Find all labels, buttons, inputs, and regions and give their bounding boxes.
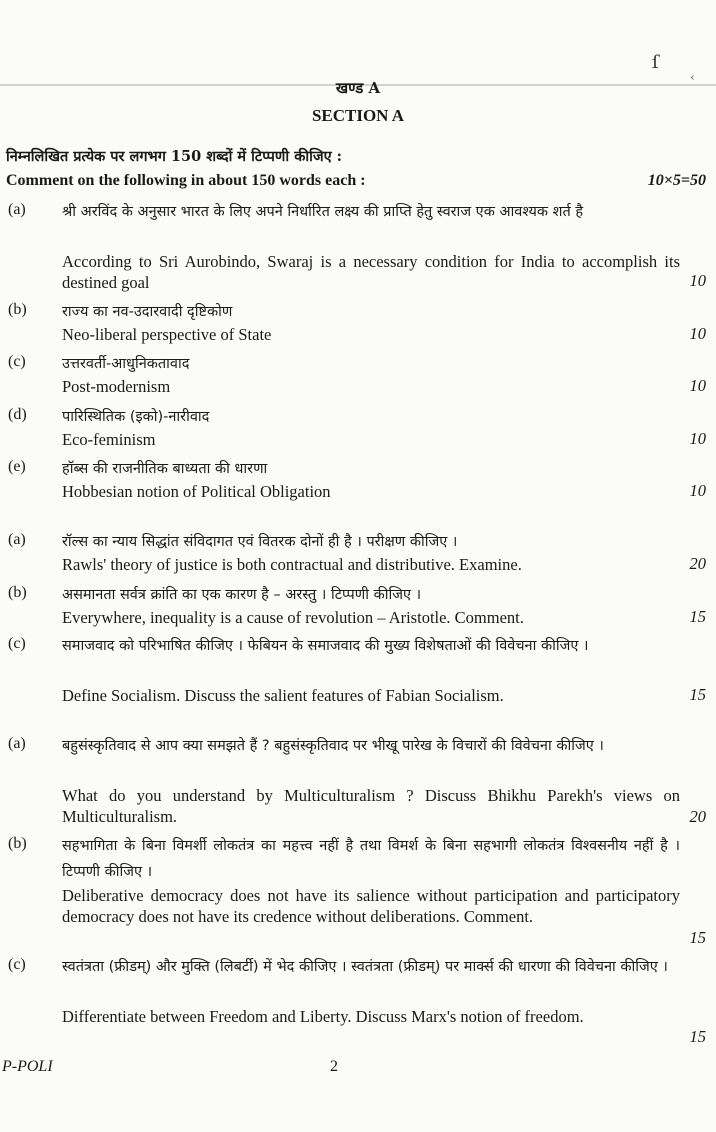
question-label: (d) bbox=[8, 406, 27, 423]
question-text-english: Rawls' theory of justice is both contractual and distributive. Examine. bbox=[62, 555, 522, 574]
question-marks: 10 bbox=[689, 376, 706, 395]
question-marks: 10 bbox=[689, 271, 706, 290]
question-text-english: What do you understand by Multiculturalism ? Discuss Bhikhu Parekh's views on Multiculturalism. bbox=[62, 786, 680, 826]
question-label: (e) bbox=[8, 458, 26, 475]
question-text-english: Hobbesian notion of Political Obligation bbox=[62, 482, 331, 501]
question-text-hindi: पारिस्थितिक (इको)-नारीवाद bbox=[62, 409, 210, 425]
question-label: (b) bbox=[8, 584, 27, 601]
question-text-hindi: समाजवाद को परिभाषित कीजिए । फेबियन के समाजवाद की मुख्य विशेषताओं की विवेचना कीजिए । bbox=[62, 638, 589, 654]
total-marks: 10×5=50 bbox=[647, 172, 706, 189]
instruction-english: Comment on the following in about 150 words each : bbox=[6, 172, 366, 189]
question-marks: 20 bbox=[689, 554, 706, 573]
question-text-hindi: बहुसंस्कृतिवाद से आप क्या समझते हैं ? बहुसंस्कृतिवाद पर भीखू पारेख के विचारों की विवेचना कीजिए । bbox=[62, 738, 604, 754]
question-marks: 15 bbox=[689, 607, 706, 626]
question-marks: 15 bbox=[689, 928, 706, 947]
question-text-hindi: स्वतंत्रता (फ्रीडम्) और मुक्ति (लिबर्टी) में भेद कीजिए । स्वतंत्रता (फ्रीडम्) पर मार्क्स की धारणा की विवेचना कीजिए । bbox=[62, 959, 668, 975]
question-text-english: Everywhere, inequality is a cause of revolution – Aristotle. Comment. bbox=[62, 608, 524, 627]
question-label: (a) bbox=[8, 531, 26, 548]
question-text-english: According to Sri Aurobindo, Swaraj is a necessary condition for India to accomplish its destined goal bbox=[62, 252, 680, 292]
question-text-english: Define Socialism. Discuss the salient features of Fabian Socialism. bbox=[62, 686, 504, 705]
question-label: (c) bbox=[8, 635, 26, 652]
question-text-hindi: राज्य का नव-उदारवादी दृष्टिकोण bbox=[62, 304, 233, 320]
question-label: (b) bbox=[8, 301, 27, 318]
question-text-english: Deliberative democracy does not have its salience without participation and participatory democracy does not have its credence without deliberations. Comment. bbox=[62, 886, 680, 926]
question-text-english: Post-modernism bbox=[62, 377, 171, 396]
paper-code: P-POLI bbox=[2, 1058, 53, 1075]
question-label: (c) bbox=[8, 353, 26, 370]
question-text-hindi: सहभागिता के बिना विमर्शी लोकतंत्र का महत्त्व नहीं है तथा विमर्श के बिना सहभागी लोकतंत्र विश्वसनीय नहीं है । टिप्पणी कीजिए । bbox=[62, 838, 680, 880]
instruction-hindi: निम्नलिखित प्रत्येक पर लगभग 150 शब्दों में टिप्पणी कीजिए : bbox=[6, 148, 343, 165]
pen-mark: ſ bbox=[652, 52, 659, 73]
question-label: (b) bbox=[8, 835, 27, 852]
question-text-hindi: रॉल्स का न्याय सिद्धांत संविदागत एवं वितरक दोनों ही है । परीक्षण कीजिए । bbox=[62, 534, 458, 550]
question-text-english: Neo-liberal perspective of State bbox=[62, 325, 272, 344]
question-marks: 10 bbox=[689, 324, 706, 343]
question-marks: 15 bbox=[689, 1027, 706, 1046]
question-text-hindi: हॉब्स की राजनीतिक बाध्यता की धारणा bbox=[62, 461, 268, 477]
question-label: (c) bbox=[8, 956, 26, 973]
question-marks: 20 bbox=[689, 807, 706, 826]
page-number: 2 bbox=[330, 1058, 338, 1075]
section-heading-hindi: खण्ड A bbox=[335, 79, 381, 97]
question-text-hindi: उत्तरवर्ती-आधुनिकतावाद bbox=[62, 356, 190, 372]
question-marks: 10 bbox=[689, 429, 706, 448]
question-text-english: Eco-feminism bbox=[62, 430, 156, 449]
question-label: (a) bbox=[8, 735, 26, 752]
question-text-hindi: श्री अरविंद के अनुसार भारत के लिए अपने निर्धारित लक्ष्य की प्राप्ति हेतु स्वराज एक आवश्यक शर्त है bbox=[62, 204, 584, 220]
question-label: (a) bbox=[8, 201, 26, 218]
question-marks: 15 bbox=[689, 685, 706, 704]
pen-mark-small: ‹ bbox=[690, 70, 695, 84]
question-text-english: Differentiate between Freedom and Liberty. Discuss Marx's notion of freedom. bbox=[62, 1007, 584, 1026]
section-heading: SECTION A bbox=[311, 106, 405, 125]
question-text-hindi: असमानता सर्वत्र क्रांति का एक कारण है – अरस्तु । टिप्पणी कीजिए । bbox=[62, 587, 422, 603]
question-marks: 10 bbox=[689, 481, 706, 500]
